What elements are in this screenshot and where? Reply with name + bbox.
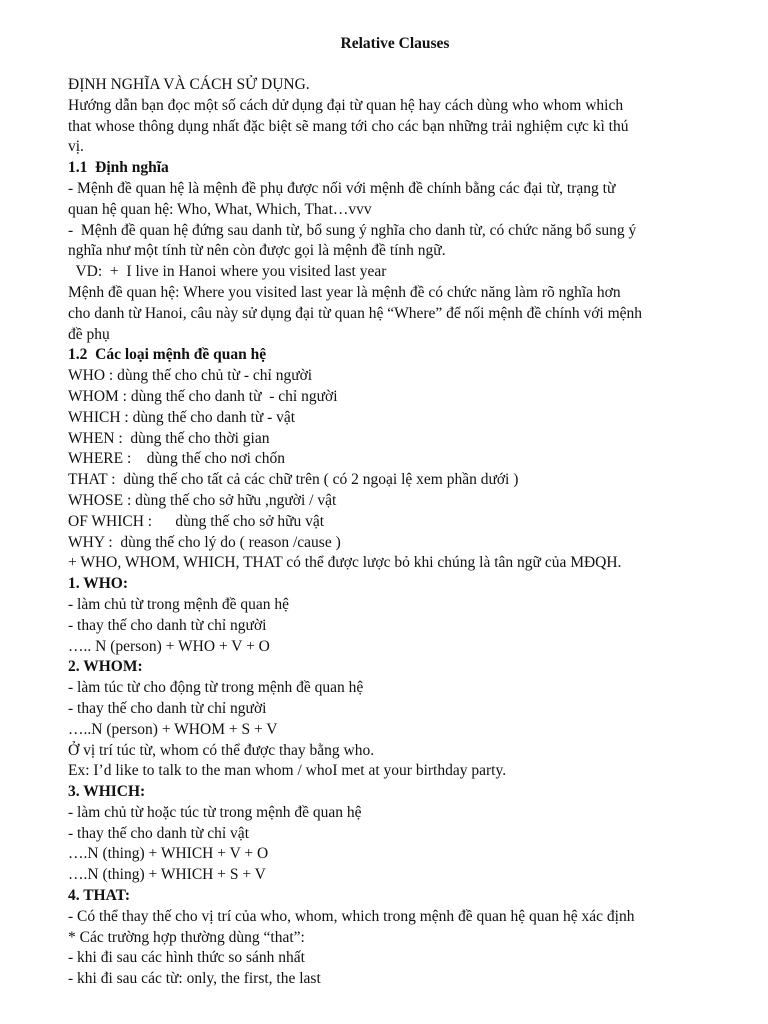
heading-who: 1. WHO: [68,575,128,593]
whom-line-2: - thay thế cho danh từ chỉ người [68,699,267,717]
whom-formula: …..N (person) + WHOM + S + V [68,720,278,738]
type-when: WHEN : dùng thế cho thời gian [68,429,270,447]
which-line-2: - thay thế cho danh từ chỉ vật [68,824,249,842]
heading-whom: 2. WHOM: [68,658,143,676]
who-line-2: - thay thế cho danh từ chỉ người [68,616,267,634]
page-title: Relative Clauses [340,35,450,52]
type-where: WHERE : dùng thế cho nơi chốn [68,450,285,468]
which-formula-1: ….N (thing) + WHICH + V + O [68,845,269,863]
type-whose: WHOSE : dùng thế cho sở hữu ,người / vật [68,491,337,509]
who-line-1: - làm chủ từ trong mệnh đề quan hệ [68,595,290,613]
type-that: THAT : dùng thế cho tất cả các chữ trên ( có 2 ngoại lệ xem phần dưới ) [68,471,519,489]
definition-line-3: - Mệnh đề quan hệ đứng sau danh từ, bổ sung ý nghĩa cho danh từ, có chức năng bổ sung ý [68,221,637,239]
explanation-line-3: đề phụ [68,325,110,343]
definition-line-1: - Mệnh đề quan hệ là mệnh đề phụ được nối với mệnh đề chính bằng các đại từ, trạng từ [68,179,616,197]
that-line-1: - Có thể thay thế cho vị trí của who, whom, which trong mệnh đề quan hệ quan hệ xác định [68,907,635,925]
that-line-2: * Các trường hợp thường dùng “that”: [68,928,305,946]
definition-line-2: quan hệ quan hệ: Who, What, Which, That…vvv [68,200,372,218]
whom-line-1: - làm túc từ cho động từ trong mệnh đề quan hệ [68,679,364,697]
example-line: VD: + I live in Hanoi where you visited last year [68,263,387,281]
whom-note: Ở vị trí túc từ, whom có thể được thay bằng who. [68,741,375,759]
who-formula: ….. N (person) + WHO + V + O [68,637,270,655]
heading-types: 1.2 Các loại mệnh đề quan hệ [68,346,267,364]
intro-line-1: Hướng dẫn bạn đọc một số cách dử dụng đại từ quan hệ hay cách dùng who whom which [68,96,624,114]
section-heading: ĐỊNH NGHĨA VÀ CÁCH SỬ DỤNG. [68,76,310,93]
omission-note: + WHO, WHOM, WHICH, THAT có thể được lược bỏ khi chúng là tân ngữ của MĐQH. [68,554,622,572]
type-whom: WHOM : dùng thế cho danh từ - chỉ người [68,387,338,405]
type-of-which: OF WHICH : dùng thế cho sở hữu vật [68,512,325,530]
explanation-line-1: Mệnh đề quan hệ: Where you visited last year là mệnh đề có chức năng làm rõ nghĩa hơn [68,283,621,301]
type-who: WHO : dùng thế cho chủ từ - chỉ người [68,367,313,385]
that-line-4: - khi đi sau các từ: only, the first, the last [68,970,321,988]
document-body [68,75,718,990]
definition-line-4: nghĩa như một tính từ nên còn được gọi là mệnh đề tính ngữ. [68,242,446,260]
heading-which: 3. WHICH: [68,783,146,801]
which-formula-2: ….N (thing) + WHICH + S + V [68,866,266,884]
explanation-line-2: cho danh từ Hanoi, câu này sử dụng đại từ quan hệ “Where” để nối mệnh đề chính với mệnh [68,304,643,322]
type-which: WHICH : dùng thế cho danh từ - vật [68,408,296,426]
heading-that: 4. THAT: [68,887,131,905]
which-line-1: - làm chủ từ hoặc túc từ trong mệnh đề quan hệ [68,803,362,821]
intro-line-2: that whose thông dụng nhất đặc biệt sẽ mang tới cho các bạn những trải nghiệm cực kì thú [68,117,629,135]
heading-definition: 1.1 Định nghĩa [68,159,169,177]
whom-example: Ex: I’d like to talk to the man whom / whoI met at your birthday party. [68,762,507,780]
type-why: WHY : dùng thế cho lý do ( reason /cause ) [68,533,341,551]
intro-line-3: vị. [68,138,84,156]
that-line-3: - khi đi sau các hình thức so sánh nhất [68,949,305,967]
